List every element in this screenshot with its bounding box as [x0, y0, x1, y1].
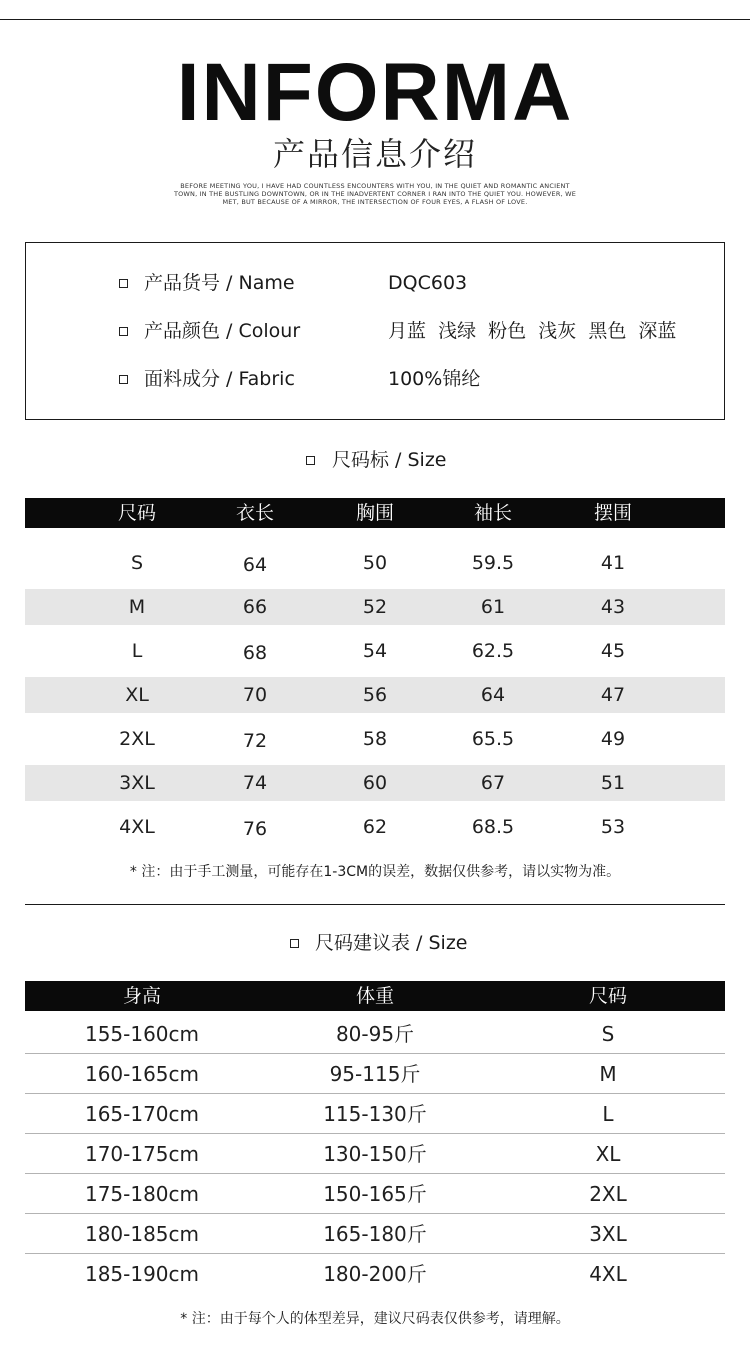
cell-sleeve: 67: [480, 772, 506, 794]
cell-sleeve: 64: [480, 684, 506, 706]
table-row: [25, 1054, 725, 1094]
section-divider: [25, 904, 725, 905]
cell-length: 70: [242, 684, 268, 706]
cell-size: L: [602, 1102, 614, 1126]
table-row: [25, 765, 725, 801]
table-row: [25, 1214, 725, 1254]
cell-chest: 50: [362, 552, 388, 574]
cell-chest: 56: [362, 684, 388, 706]
header-chest: 胸围: [355, 502, 394, 524]
header-sleeve: 袖长: [473, 502, 512, 524]
table-row: [25, 677, 725, 713]
header-hem: 摆围: [593, 502, 632, 524]
cell-hem: 43: [600, 596, 626, 618]
recommend-table-note: * 注：由于每个人的体型差异，建议尺码表仅供参考，请理解。: [180, 1311, 570, 1327]
cell-chest: 52: [362, 596, 388, 618]
header-weight: 体重: [355, 985, 394, 1007]
table-row: [25, 1014, 725, 1054]
top-divider: [0, 19, 750, 20]
cell-height: 180-185cm: [84, 1222, 200, 1246]
cell-hem: 53: [600, 816, 626, 838]
product-info-box: [25, 242, 725, 420]
cell-weight: 130-150斤: [323, 1142, 427, 1166]
size-table-title: 尺码标 / Size: [332, 449, 447, 471]
cell-height: 155-160cm: [84, 1022, 200, 1046]
table-row: [25, 1094, 725, 1134]
cell-size: 2XL: [589, 1182, 627, 1206]
cell-sleeve: 61: [480, 596, 506, 618]
cell-size: XL: [125, 684, 149, 706]
table-row: [25, 1174, 725, 1214]
name-label: 产品货号 / Name: [144, 272, 295, 294]
table-row: [25, 545, 725, 581]
cell-length: 64: [242, 554, 268, 576]
size-table-header: [25, 498, 725, 528]
cell-weight: 95-115斤: [329, 1062, 421, 1086]
header-length: 衣长: [235, 502, 274, 524]
cell-sleeve: 62.5: [471, 640, 515, 662]
info-row-colour: [26, 316, 724, 346]
page-title: INFORMA: [176, 47, 574, 138]
table-row: [25, 809, 725, 845]
cell-length: 74: [242, 772, 268, 794]
header-size: 尺码: [588, 985, 627, 1007]
cell-size: 4XL: [119, 816, 155, 838]
cell-chest: 58: [362, 728, 388, 750]
cell-sleeve: 65.5: [471, 728, 515, 750]
size-table-note: * 注：由于手工测量，可能存在1-3CM的误差，数据仅供参考，请以实物为准。: [129, 864, 621, 880]
cell-length: 72: [242, 730, 268, 752]
cell-hem: 49: [600, 728, 626, 750]
cell-height: 165-170cm: [84, 1102, 200, 1126]
cell-height: 175-180cm: [84, 1182, 200, 1206]
cell-hem: 51: [600, 772, 626, 794]
cell-size: S: [601, 1022, 615, 1046]
tagline: BEFORE MEETING YOU, I HAVE HAD COUNTLESS ENCOUNTERS WITH YOU, IN THE QUIET AND ROMANTIC ANCIENT TOWN, IN THE BUSTLING DOWNTOWN, OR IN THE INADVERTENT CORNER I RAN INTO THE QUIET YOU. HOWEVER, WE MET, BUT BECAUSE OF A MIRROR, THE INTERSECTION OF FOUR EYES, A FLASH OF LOVE.: [173, 182, 577, 206]
cell-sleeve: 59.5: [471, 552, 515, 574]
cell-size: S: [130, 552, 144, 574]
cell-height: 160-165cm: [84, 1062, 200, 1086]
cell-length: 76: [242, 818, 268, 840]
cell-height: 170-175cm: [84, 1142, 200, 1166]
cell-length: 68: [242, 642, 268, 664]
table-row: [25, 589, 725, 625]
cell-size: L: [131, 640, 143, 662]
cell-size: M: [599, 1062, 617, 1086]
table-row: [25, 1254, 725, 1294]
header-height: 身高: [122, 985, 161, 1007]
page-subtitle: 产品信息介绍: [272, 135, 477, 173]
info-row-fabric: [26, 364, 724, 394]
cell-size: 2XL: [119, 728, 155, 750]
cell-height: 185-190cm: [84, 1262, 200, 1286]
cell-hem: 45: [600, 640, 626, 662]
cell-chest: 54: [362, 640, 388, 662]
cell-chest: 60: [362, 772, 388, 794]
cell-weight: 115-130斤: [323, 1102, 427, 1126]
square-bullet-icon: [119, 327, 128, 336]
square-bullet-icon: [306, 456, 315, 465]
square-bullet-icon: [119, 375, 128, 384]
cell-size: M: [128, 596, 146, 618]
fabric-label: 面料成分 / Fabric: [144, 368, 295, 390]
table-row: [25, 721, 725, 757]
header-size: 尺码: [117, 502, 156, 524]
cell-size: 3XL: [119, 772, 155, 794]
cell-chest: 62: [362, 816, 388, 838]
cell-size: XL: [595, 1142, 621, 1166]
cell-hem: 47: [600, 684, 626, 706]
cell-size: 3XL: [589, 1222, 627, 1246]
cell-weight: 150-165斤: [323, 1182, 427, 1206]
cell-length: 66: [242, 596, 268, 618]
cell-size: 4XL: [589, 1262, 627, 1286]
square-bullet-icon: [119, 279, 128, 288]
cell-weight: 80-95斤: [335, 1022, 415, 1046]
square-bullet-icon: [290, 939, 299, 948]
table-row: [25, 1134, 725, 1174]
recommend-table-header: [25, 981, 725, 1011]
table-row: [25, 633, 725, 669]
cell-hem: 41: [600, 552, 626, 574]
name-value: DQC603: [388, 272, 468, 294]
cell-weight: 180-200斤: [323, 1262, 427, 1286]
info-row-name: [26, 268, 724, 298]
cell-weight: 165-180斤: [323, 1222, 427, 1246]
colour-value: 月蓝 浅绿 粉色 浅灰 黑色 深蓝: [388, 320, 677, 342]
fabric-value: 100%锦纶: [388, 368, 481, 390]
cell-sleeve: 68.5: [471, 816, 515, 838]
colour-label: 产品颜色 / Colour: [144, 320, 301, 342]
recommend-table-title: 尺码建议表 / Size: [315, 932, 468, 954]
